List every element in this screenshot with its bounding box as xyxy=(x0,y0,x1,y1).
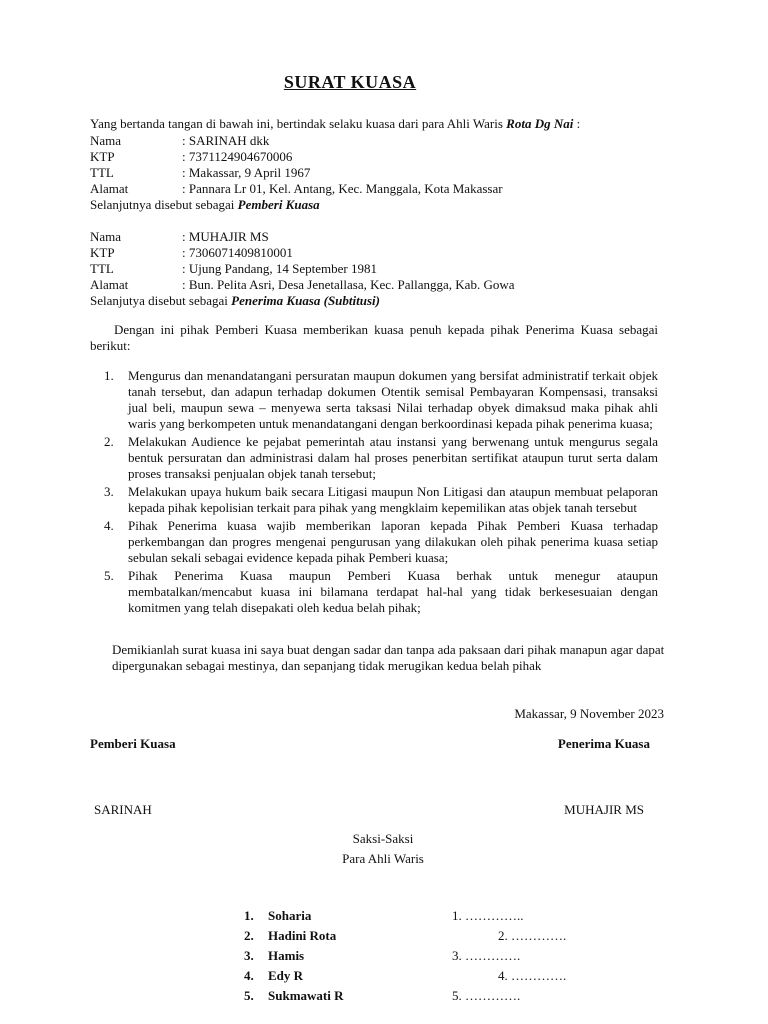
witness-row xyxy=(244,968,644,988)
field-label: TTL xyxy=(90,165,114,180)
witness-name: Edy R xyxy=(268,968,304,983)
item-text: Pihak Penerima kuasa wajib memberikan laporan kepada Pihak Pemberi Kuasa terhadap perkembangan dan progres mengenai pengurusan yang dilakukan oleh pihak penerima kuasa setiap sebulan sekali sebagai evidence kepada pihak Pemberi kuasa; xyxy=(128,518,658,565)
item-text: Melakukan upaya hukum baik secara Litigasi maupun Non Litigasi dan ataupun membuat pelaporan kepada pihak kepolisian terkait para pihak yang mengklaim kepemilikan atas objek tanah tersebut xyxy=(128,484,658,515)
item-number: 4. xyxy=(104,518,114,533)
field-label: Alamat xyxy=(90,181,129,196)
grantor-signature-role: Pemberi Kuasa xyxy=(90,736,176,751)
document-title: SURAT KUASA xyxy=(283,72,417,92)
item-number: 2. xyxy=(104,434,114,449)
intro-colon: : xyxy=(573,116,581,131)
power-item xyxy=(90,434,658,482)
powers-list xyxy=(90,368,658,618)
witness-signature-line: 2. …………. xyxy=(498,928,567,943)
item-text: Pihak Penerima Kuasa maupun Pemberi Kuasa berhak untuk menegur ataupun membatalkan/mencabut kuasa ini bilamana terdapat hal-hal yang tidak berkesesuaian dengan komitmen yang telah disepakati oleh kedua belah pihak; xyxy=(128,568,658,615)
grantor-designation xyxy=(90,197,320,213)
intro-text: Yang bertanda tangan di bawah ini, bertindak selaku kuasa dari para Ahli Waris xyxy=(90,116,507,131)
power-item xyxy=(90,484,658,516)
field-value: : MUHAJIR MS xyxy=(182,229,269,244)
grantee-signature-name: MUHAJIR MS xyxy=(564,802,644,817)
place-date: Makassar, 9 November 2023 xyxy=(514,706,664,721)
witness-row xyxy=(244,908,644,928)
witness-number: 5. xyxy=(244,988,254,1003)
field-value: : 7371124904670006 xyxy=(182,149,293,164)
witness-signature-line: 5. …………. xyxy=(452,988,521,1003)
witness-signature-line: 4. …………. xyxy=(498,968,567,983)
witness-name: Soharia xyxy=(268,908,312,923)
field-value: : Bun. Pelita Asri, Desa Jenetallasa, Kec. Pallangga, Kab. Gowa xyxy=(182,277,515,292)
witness-name: Sukmawati R xyxy=(268,988,344,1003)
field-label: Alamat xyxy=(90,277,129,292)
witness-name: Hadini Rota xyxy=(268,928,337,943)
power-item xyxy=(90,568,658,616)
witness-signature-line: 3. …………. xyxy=(452,948,521,963)
power-item xyxy=(90,368,658,432)
designation-text: Selanjutya disebut sebagai xyxy=(90,293,232,308)
witness-number: 3. xyxy=(244,948,254,963)
witness-number: 4. xyxy=(244,968,254,983)
field-value: : SARINAH dkk xyxy=(182,133,270,148)
grantee-designation xyxy=(90,293,380,309)
witness-row xyxy=(244,988,644,1008)
field-label: Nama xyxy=(90,133,122,148)
witness-list xyxy=(244,908,644,1008)
field-value: : Pannara Lr 01, Kel. Antang, Kec. Manggala, Kota Makassar xyxy=(182,181,503,196)
witness-row xyxy=(244,948,644,968)
field-label: KTP xyxy=(90,245,115,260)
power-item xyxy=(90,518,658,566)
witness-subheading: Para Ahli Waris xyxy=(342,851,424,866)
intro-line xyxy=(90,116,580,132)
item-number: 5. xyxy=(104,568,114,583)
field-label: TTL xyxy=(90,261,114,276)
witness-number: 2. xyxy=(244,928,254,943)
opening-paragraph: Dengan ini pihak Pemberi Kuasa memberikan kuasa penuh kepada pihak Penerima Kuasa sebagai berikut: xyxy=(90,322,658,353)
grantor-signature-name: SARINAH xyxy=(94,802,152,817)
field-value: : Ujung Pandang, 14 September 1981 xyxy=(182,261,377,276)
item-number: 3. xyxy=(104,484,114,499)
field-label: KTP xyxy=(90,149,115,164)
witness-name: Hamis xyxy=(268,948,305,963)
field-label: Nama xyxy=(90,229,122,244)
field-value: : Makassar, 9 April 1967 xyxy=(182,165,311,180)
field-value: : 7306071409810001 xyxy=(182,245,293,260)
grantor-role: Pemberi Kuasa xyxy=(237,197,320,212)
item-text: Mengurus dan menandatangani persuratan maupun dokumen yang bersifat administratif terkait objek tanah tersebut, dan adapun terhadap dokumen Otentik semisal Pembayaran Kompensasi, transaksi jual beli, maupun sewa – menyewa serta taksasi Nilai terhadap obyek dimaksud maka pihak ahli waris yang berkompeten untuk menandatangani dengan berkoordinasi kepada pihak penerima kuasa; xyxy=(128,368,658,431)
item-number: 1. xyxy=(104,368,114,383)
witness-number: 1. xyxy=(244,908,254,923)
witness-heading: Saksi-Saksi xyxy=(352,831,414,846)
item-text: Melakukan Audience ke pejabat pemerintah atau instansi yang berwenang untuk mengurus segala bentuk persuratan dan administrasi dalam hal proses penerbitan sertifikat ataupun turut serta dalam proses transaksi penjualan objek tanah tersebut; xyxy=(128,434,658,481)
witness-signature-line: 1. ………….. xyxy=(452,908,524,923)
grantee-role: Penerima Kuasa (Subtitusi) xyxy=(231,293,380,308)
witness-row xyxy=(244,928,644,948)
closing-paragraph: Demikianlah surat kuasa ini saya buat dengan sadar dan tanpa ada paksaan dari pihak manapun agar dapat dipergunakan sebagai mestinya, dan sepanjang tidak merugikan kedua belah pihak xyxy=(112,642,665,673)
grantee-signature-role: Penerima Kuasa xyxy=(557,736,650,751)
heir-name: Rota Dg Nai xyxy=(506,116,574,131)
designation-text: Selanjutnya disebut sebagai xyxy=(90,197,238,212)
